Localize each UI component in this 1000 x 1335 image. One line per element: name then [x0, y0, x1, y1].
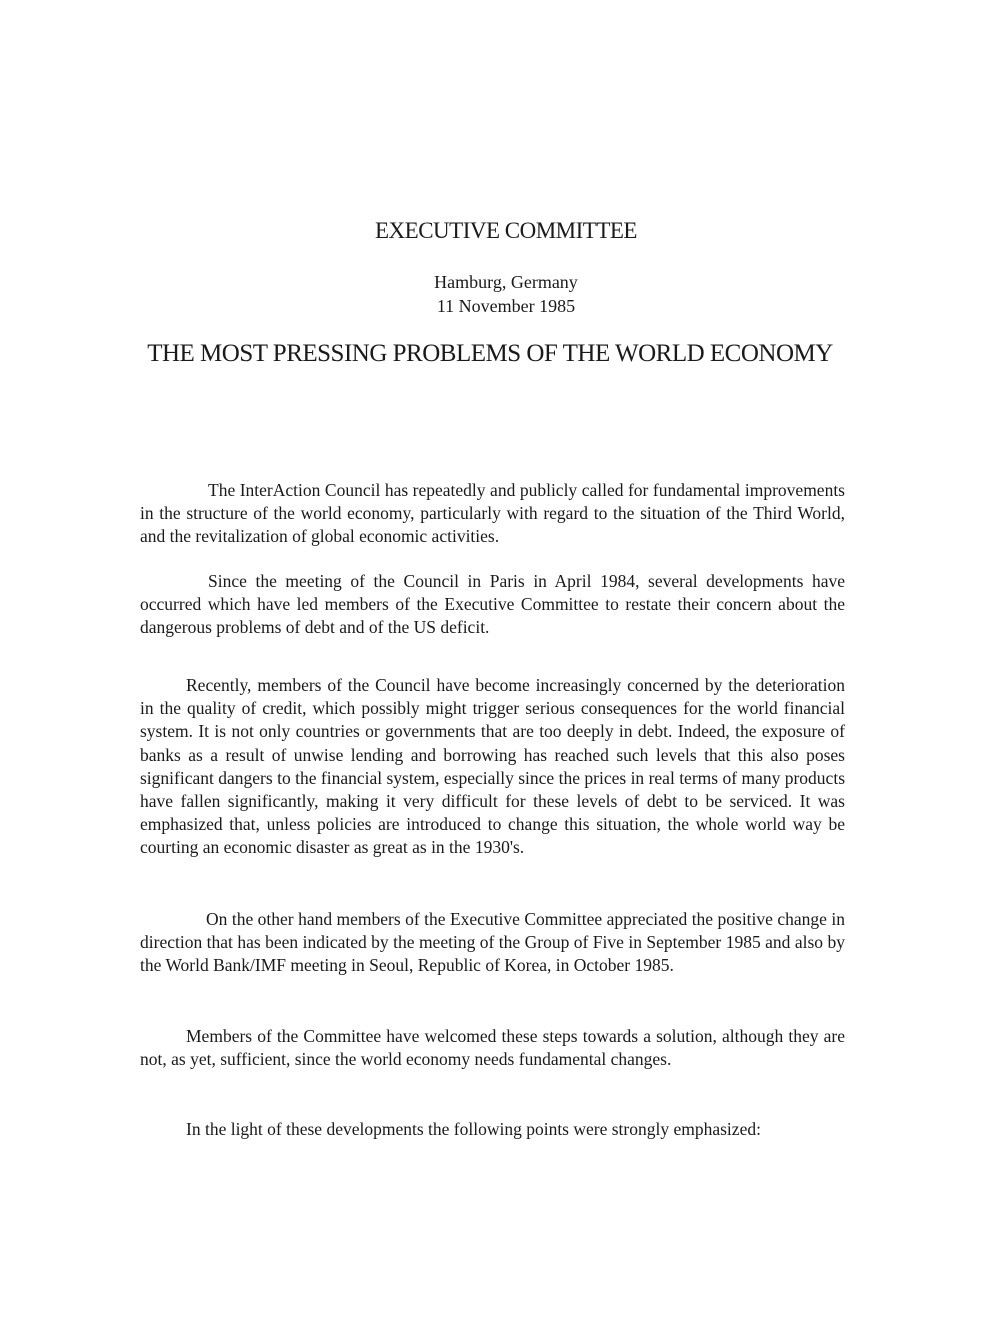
document-title: THE MOST PRESSING PROBLEMS OF THE WORLD ECONOMY: [147, 340, 833, 367]
meeting-location: Hamburg, Germany: [434, 272, 578, 292]
paragraph-5: Members of the Committee have welcomed these steps towards a solution, although they are not, as yet, sufficient, since the world economy needs fundamental changes.: [140, 1026, 845, 1070]
paragraph-1: The InterAction Council has repeatedly and publicly called for fundamental improvements in the structure of the world economy, particularly with regard to the situation of the Third World, and the revitalization of global economic activities.: [140, 480, 845, 547]
committee-heading: EXECUTIVE COMMITTEE: [375, 218, 637, 243]
paragraph-6: In the light of these developments the following points were strongly emphasized:: [186, 1119, 761, 1139]
paragraph-4: On the other hand members of the Executive Committee appreciated the positive change in direction that has been indicated by the meeting of the Group of Five in September 1985 and also by the World Bank/IMF meeting in Seoul, Republic of Korea, in October 1985.: [140, 909, 845, 976]
paragraph-3: Recently, members of the Council have become increasingly concerned by the deterioration in the quality of credit, which possibly might trigger serious consequences for the world financial system. It is not only countries or governments that are too deeply in debt. Indeed, the exposure of banks as a result of unwise lending and borrowing has reached such levels that this also poses significant dangers to the financial system, especially since the prices in real terms of many products have fallen significantly, making it very difficult for these levels of debt to be serviced. It was emphasized that, unless policies are introduced to change this situation, the whole world way be courting an economic disaster as great as in the 1930's.: [140, 675, 845, 858]
paragraph-2: Since the meeting of the Council in Paris in April 1984, several developments have occurred which have led members of the Executive Committee to restate their concern about the dangerous problems of debt and of the US deficit.: [140, 571, 845, 638]
meeting-date: 11 November 1985: [436, 296, 576, 316]
